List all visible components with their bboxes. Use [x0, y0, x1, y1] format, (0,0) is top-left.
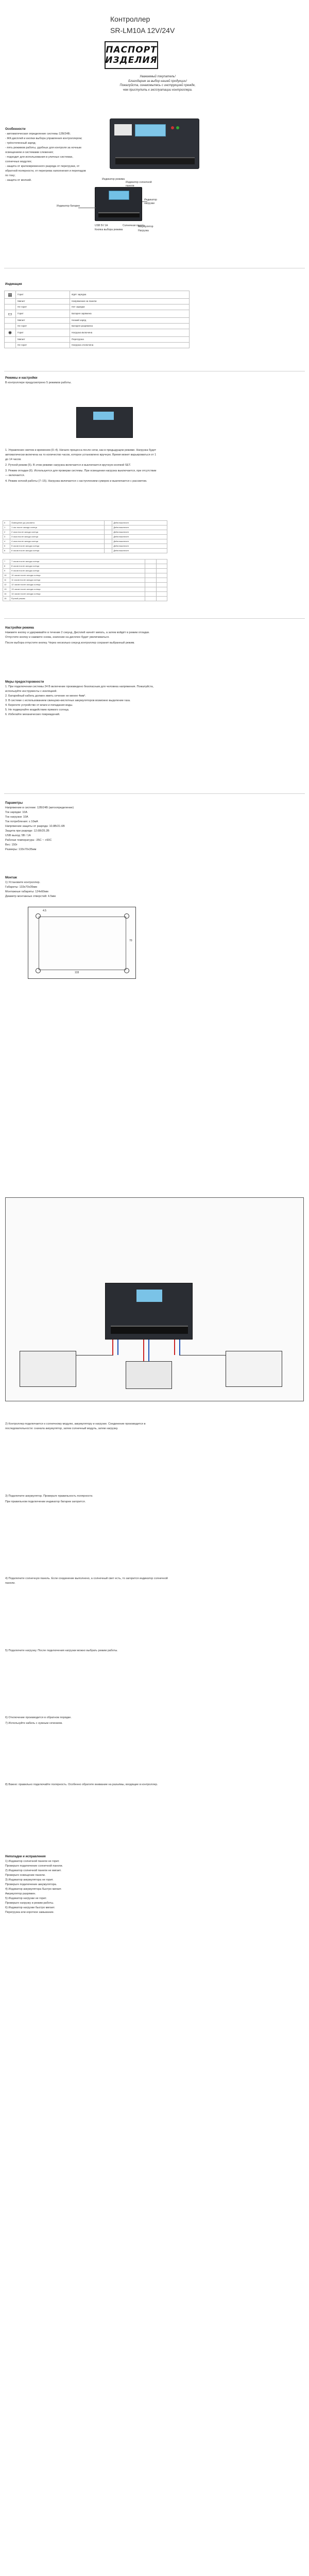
mode-cell: 14 часов после захода солнца: [10, 592, 145, 597]
mode-cell: Освещение до рассвета: [10, 521, 105, 526]
setup-title: Настройки режима: [5, 626, 34, 630]
mode-cell: 2 часа после захода солнца: [10, 530, 105, 535]
mode-row: [3, 578, 167, 583]
thanks-line: Пожалуйста, ознакомьтесь с инструкцией прежде,: [119, 84, 196, 87]
mode-cell: 7 часов после захода солнца: [10, 560, 145, 564]
product-title: Контроллер: [110, 15, 150, 23]
connection-section-5: [5, 1716, 170, 1727]
mode-cell: 12: [3, 583, 10, 587]
label-load: Индикатор нагрузки: [144, 198, 157, 205]
callout-line: [142, 201, 147, 202]
mode-cell: [145, 578, 156, 583]
indication-desc: Напряжение на панели: [70, 299, 190, 304]
feature-item: солнечных модулях;: [5, 160, 32, 163]
mounting-item: Диаметр монтажных отверстий: 4.5мм: [5, 895, 56, 898]
mode-cell: [145, 583, 156, 587]
mount-hole: [36, 968, 41, 973]
connection-paragraph: 3) Подключите аккумулятор. Проверьте правильность полярности.: [5, 1495, 93, 1498]
mode-paragraph: 3. Режим отладки (6). Используется для проверки системы. При освещении нагрузка выключается, при отсутствии — включается.: [5, 469, 157, 477]
setup-paragraph: Нажмите кнопку и удерживайте в течение 2 секунд. Дисплей начнёт мигать, а затем войдёт в режим отладки. Отпустите кнопку и нажмите снова, значение на дисплее будет увеличиваться.: [5, 631, 150, 639]
precaution-item: 3. В системе с использованием свинцово-кислотных аккумуляторов возможно выделение газа.: [5, 699, 131, 702]
icon-cell: [5, 299, 16, 304]
mounting-item: 1) Установите контроллер.: [5, 881, 41, 884]
mode-cell: [156, 597, 167, 601]
mount-hole: [124, 913, 129, 919]
indication-state: Не горит: [16, 343, 70, 348]
schematic-display: [136, 1290, 162, 1302]
param-item: USB выход: 5В / 1A: [5, 834, 31, 837]
wire: [112, 1340, 113, 1355]
mode-cell: 14: [3, 592, 10, 597]
indication-desc: Низкий заряд: [70, 318, 190, 324]
mode-table-2: [3, 559, 167, 601]
mounting-title: Монтаж: [5, 876, 17, 879]
thanks-message: [107, 75, 208, 92]
label-set: Кнопка выбора режима: [95, 228, 123, 231]
mode-cell: Днём выключен: [112, 530, 167, 535]
precaution-item: 4. Берегите устройство от влаги и попадания воды.: [5, 704, 73, 707]
schematic-solar-panel: [20, 1351, 76, 1387]
connection-section-3: [5, 1577, 170, 1587]
indication-row: [5, 343, 190, 348]
indication-table: [4, 291, 190, 348]
indication-desc: Идёт зарядка: [70, 291, 190, 299]
passport-logo: [105, 41, 158, 69]
feature-item: освещением и системами слежения;: [5, 151, 54, 154]
params-list: [5, 806, 160, 852]
feature-item: - автоматическая определение системы 12В/24В;: [5, 132, 71, 135]
mounting-item: Габариты: 133x70x35мм: [5, 886, 37, 889]
wire: [148, 1340, 149, 1361]
mode-cell: [104, 530, 112, 535]
connection-paragraph: 7) Используйте кабель с нужным сечением.: [5, 1722, 63, 1725]
mode-paragraph: 2. Ручной режим (5). В этом режиме нагрузка включается и выключается вручную кнопкой SET.: [5, 464, 131, 467]
label-pv: Солнечная панель: [123, 224, 145, 227]
mode-cell: 10: [3, 573, 10, 578]
mode-row: [3, 583, 167, 587]
mode-cell: [156, 573, 167, 578]
diagram-device: [95, 187, 142, 221]
logo-line-2: ИЗДЕЛИЯ: [105, 55, 158, 65]
thanks-line: чем приступить к эксплуатации контроллера.: [123, 88, 193, 92]
mode-cell: 12 часов после захода солнца: [10, 583, 145, 587]
wire: [174, 1340, 175, 1355]
mode-row: [3, 597, 167, 601]
connection-paragraph: 8) Важно: правильно подключайте полярность. Особенно обратите внимание на разъёмы, входящие в контроллер.: [5, 1783, 158, 1786]
indication-row: [5, 304, 190, 310]
mount-hole: [124, 968, 129, 973]
mode-cell: Ручной режим: [10, 597, 145, 601]
label-indicator: Индикатор режима: [102, 178, 125, 181]
wire: [117, 1340, 118, 1355]
param-item: Ток нагрузки: 10A: [5, 816, 28, 819]
mode-cell: 1 час после захода солнца: [10, 526, 105, 530]
mode-cell: Днём выключен: [112, 544, 167, 549]
mode-cell: [145, 569, 156, 573]
mode-cell: 11 часов после захода солнца: [10, 578, 145, 583]
mounting-item: Монтажные габариты: 124x60мм: [5, 890, 48, 893]
indication-desc: Нагрузка отключена: [70, 343, 190, 348]
feature-item: - защита от кратковременного разряда от перегрузки, от: [5, 165, 80, 168]
logo-line-1: ПАСПОРТ: [106, 45, 157, 55]
indication-row: [5, 337, 190, 343]
mode-cell: [145, 592, 156, 597]
front-diagram: [57, 178, 161, 243]
indication-row: [5, 318, 190, 324]
mode-cell: [145, 560, 156, 564]
indication-desc: Батарея заряжена: [70, 310, 190, 318]
mode-cell: 0: [3, 521, 10, 526]
thanks-line: Благодарим за выбор нашей продукции!: [128, 79, 187, 83]
mode-cell: 6: [3, 549, 10, 553]
mode-cell: Днём выключен: [112, 539, 167, 544]
dim-width: 133: [75, 971, 79, 974]
panel-icon: ▦: [5, 291, 16, 299]
mounting-outline: [39, 917, 126, 970]
mount-hole: [36, 913, 41, 919]
wire: [143, 1340, 144, 1361]
indication-row: [5, 310, 190, 318]
param-item: Напряжение в системе: 12В/24В (автоопределение): [5, 806, 74, 809]
faults-section: [5, 1855, 170, 1915]
mode-cell: [145, 564, 156, 569]
schematic-controller: [105, 1283, 193, 1340]
controller-display: [135, 124, 166, 137]
label-usb: USB 5V 1A: [95, 224, 108, 227]
mode-cell: [156, 560, 167, 564]
param-item: Вес: 150г: [5, 843, 18, 846]
mode-row: [3, 592, 167, 597]
connection-section: [5, 1422, 170, 1432]
mode-row: [3, 526, 167, 530]
mode-row: [3, 535, 167, 539]
setup-section: [5, 626, 160, 647]
precaution-item: 6. Избегайте механических повреждений.: [5, 713, 60, 716]
modes-intro: В контроллере предусмотрено 5 режимов работы.: [5, 381, 72, 384]
indication-state: Не горит: [16, 324, 70, 329]
precaution-item: 5. Не подвергайте воздействию прямого солнца.: [5, 708, 70, 711]
setup-paragraph: После выбора отпустите кнопку. Через несколько секунд контроллер сохранит выбранный режим.: [5, 641, 135, 645]
fault-item: 6) Индикатор нагрузки быстро мигает.: [5, 1906, 55, 1909]
battery-icon: ▭: [5, 310, 16, 318]
mode-row: [3, 539, 167, 544]
feature-item: - защита от молний.: [5, 179, 32, 182]
connection-paragraph: 2) Контроллер подключается к солнечному модулю, аккумулятору и нагрузке. Соединение производится в последовательности: сначала аккумулятор, затем солнечный модуль, затем нагрузку.: [5, 1422, 146, 1430]
param-item: Ток зарядки: 10A: [5, 811, 28, 814]
indication-state: Горит: [16, 291, 70, 299]
icon-cell: [5, 343, 16, 348]
mode-cell: 1: [3, 526, 10, 530]
modes-device-image: [76, 407, 133, 438]
mode-cell: 6 часов после захода солнца: [10, 549, 105, 553]
params-title: Параметры: [5, 802, 23, 805]
label-bat: Аккумулятор: [138, 225, 153, 228]
connection-paragraph: 6) Отключение производится в обратном порядке.: [5, 1716, 72, 1719]
fault-item: 2) Индикатор солнечной панели не мигает.: [5, 1869, 62, 1872]
mode-cell: 4 часа после захода солнца: [10, 539, 105, 544]
mode-cell: 5 часов после захода солнца: [10, 544, 105, 549]
mode-cell: [156, 564, 167, 569]
precautions-section: [5, 680, 160, 717]
faults-list: [5, 1859, 170, 1915]
param-item: Размеры: 133x70x35мм: [5, 848, 37, 851]
feature-item: - трёхстепенный заряд;: [5, 142, 36, 145]
fault-item: 1) Индикатор солнечной панели не горит.: [5, 1860, 60, 1863]
mode-row: [3, 549, 167, 553]
wire: [179, 1340, 180, 1355]
mode-cell: 2: [3, 530, 10, 535]
precautions-title: Меры предосторожности: [5, 681, 44, 684]
mode-cell: 13 часов после захода солнца: [10, 587, 145, 592]
fault-item: Проверьте освещение панели.: [5, 1874, 46, 1877]
indication-state: Горит: [16, 329, 70, 337]
indication-state: Не горит: [16, 304, 70, 310]
precautions-list: [5, 685, 160, 717]
mode-cell: Днём выключен: [112, 535, 167, 539]
feature-item: - ЖК-дисплей и кнопки выбора управления контроллером;: [5, 137, 82, 140]
modes-paragraphs: [5, 448, 160, 485]
mode-row: [3, 564, 167, 569]
led-red: [171, 126, 174, 129]
faults-title: Неполадки и исправления: [5, 1855, 46, 1858]
led-green: [176, 126, 179, 129]
modes-section: [5, 376, 160, 386]
dim-height: 70: [129, 939, 132, 942]
features-section: [5, 127, 103, 183]
mounting-drawing: [28, 907, 136, 979]
mode-row: [3, 521, 167, 526]
divider: [4, 618, 305, 619]
mode-cell: 5: [3, 544, 10, 549]
mode-cell: Днём выключен: [112, 526, 167, 530]
indication-desc: Нет зарядки: [70, 304, 190, 310]
connection-section-6: [5, 1783, 170, 1788]
mode-cell: [156, 587, 167, 592]
connection-paragraph: 4) Подключите солнечную панель. Если соединение выполнено, а солнечный свет есть, то загорится индикатор солнечной панели.: [5, 1577, 168, 1585]
mode-table-1: [3, 520, 167, 553]
mode-cell: [104, 544, 112, 549]
mode-cell: [145, 573, 156, 578]
mode-row: [3, 560, 167, 564]
mode-cell: 3 часа после захода солнца: [10, 535, 105, 539]
icon-cell: [5, 304, 16, 310]
mode-cell: [104, 539, 112, 544]
mode-cell: 13: [3, 587, 10, 592]
fault-item: Аккумулятор разряжен.: [5, 1892, 36, 1895]
label-panel: Индикатор солнечной панели: [126, 181, 152, 188]
mode-cell: [104, 526, 112, 530]
mode-cell: [156, 592, 167, 597]
mode-cell: [104, 535, 112, 539]
mode-cell: [145, 587, 156, 592]
feature-item: - подходит для использования в уличных системах,: [5, 156, 73, 159]
mode-cell: 9: [3, 569, 10, 573]
mode-cell: [104, 521, 112, 526]
connection-paragraph: 5) Подключите нагрузку. После подключения нагрузки можно выбрать режим работы.: [5, 1649, 118, 1652]
indication-title: Индикация: [5, 283, 22, 286]
mode-row: [3, 530, 167, 535]
mode-row: [3, 587, 167, 592]
mode-paragraph: 1. Управление светом и временем (0–4). Начало процесса после ночи, как в предыдущем режиме. Нагрузка будет автоматически включена на то количество часов, которое установлено вручную. Время может варьироваться от 1 до 14 часов.: [5, 449, 157, 461]
diagram-display: [109, 191, 129, 200]
feature-item: по току;: [5, 174, 15, 177]
modes-device-display: [93, 412, 114, 420]
precaution-item: 1. При подключении системы 24 В включение произведено безопасным для человека напряжения. Пожалуйста, используйте инструменты с изоляцией.: [5, 685, 154, 693]
dim-hole: 4.5: [43, 909, 46, 912]
mode-cell: 9 часов после захода солнца: [10, 569, 145, 573]
mounting-list: [5, 880, 160, 899]
fault-item: 3) Индикатор аккумулятора не горит.: [5, 1878, 54, 1882]
features-list: [5, 132, 103, 183]
fault-item: 4) Индикатор аккумулятора быстро мигает.: [5, 1888, 62, 1891]
label-battery: Индикатор батареи: [57, 205, 80, 208]
mounting-section: [5, 876, 160, 899]
icon-cell: [5, 324, 16, 329]
connection-section-4: [5, 1649, 170, 1654]
mode-cell: [156, 578, 167, 583]
indication-desc: Батарея разряжена: [70, 324, 190, 329]
precaution-item: 2. Батарейный кабель должен иметь сечение не менее 4мм².: [5, 694, 86, 698]
indication-desc: Перегрузка: [70, 337, 190, 343]
label-ld: Нагрузка: [138, 229, 149, 232]
mode-cell: [145, 597, 156, 601]
mode-cell: [104, 549, 112, 553]
diagram-terminals: [98, 212, 140, 217]
fault-item: 5) Индикатор нагрузки не горит.: [5, 1897, 47, 1900]
divider: [4, 793, 305, 794]
mode-cell: 8 часов после захода солнца: [10, 564, 145, 569]
features-title: Особенности: [5, 128, 26, 131]
schematic-load: [226, 1351, 282, 1387]
mode-cell: 10 часов после захода солнца: [10, 573, 145, 578]
controller-terminals: [115, 157, 195, 164]
indication-state: Мигает: [16, 337, 70, 343]
schematic-battery: [126, 1361, 172, 1389]
connection-section-2: [5, 1494, 170, 1505]
product-model: SR-LM10A 12V/24V: [110, 26, 175, 35]
schematic-terminals: [111, 1326, 188, 1334]
param-item: Защита при разряде: 12.6В/25.2В: [5, 829, 49, 833]
mode-cell: 4: [3, 539, 10, 544]
mode-cell: Днём выключен: [112, 521, 167, 526]
icon-cell: [5, 318, 16, 324]
mode-cell: Днём выключен: [112, 549, 167, 553]
indication-row: [5, 291, 190, 299]
mode-row: [3, 573, 167, 578]
feature-item: обратной полярности, от перегрева наполнения и перепадов: [5, 170, 86, 173]
modes-title: Режимы и настройки: [5, 377, 38, 380]
mode-cell: 8: [3, 564, 10, 569]
fault-item: Проверьте подключение солнечной панели.: [5, 1865, 63, 1868]
indication-desc: Нагрузка включена: [70, 329, 190, 337]
param-item: Напряжение защиты от разряда: 10.8В/21.6В: [5, 825, 65, 828]
indication-state: Горит: [16, 310, 70, 318]
mode-cell: [156, 569, 167, 573]
indication-row: [5, 324, 190, 329]
mode-paragraph: 4. Режим ночной работы (7–15). Нагрузка включается с наступлением сумерек и выключается с рассветом.: [5, 480, 147, 483]
mode-cell: 3: [3, 535, 10, 539]
param-item: Ток потребления: ≤ 10мА: [5, 820, 38, 823]
mode-row: [3, 544, 167, 549]
wiring-schematic: [4, 1196, 306, 1402]
mode-cell: 7: [3, 560, 10, 564]
mode-cell: [156, 583, 167, 587]
indication-state: Мигает: [16, 299, 70, 304]
mode-row: [3, 569, 167, 573]
params-section: [5, 801, 160, 852]
mode-cell: 15: [3, 597, 10, 601]
controller-photo: [110, 118, 199, 169]
indication-state: Мигает: [16, 318, 70, 324]
indication-row: [5, 299, 190, 304]
fault-item: Проверьте нагрузку и режим работы.: [5, 1902, 54, 1905]
param-item: Рабочая температура: -35C ~ +60C: [5, 839, 52, 842]
mode-cell: 11: [3, 578, 10, 583]
fault-item: Перегрузка или короткое замыкание.: [5, 1911, 55, 1914]
controller-label: [114, 124, 132, 135]
feature-item: - пять режимов работы, удобных для контроля за ночным: [5, 146, 81, 149]
bulb-icon: ✺: [5, 329, 16, 337]
icon-cell: [5, 337, 16, 343]
indication-row: [5, 329, 190, 337]
connection-paragraph: При правильном подключении индикатор батареи загорится.: [5, 1500, 86, 1503]
fault-item: Проверьте подключение аккумулятора.: [5, 1883, 57, 1886]
thanks-line: Уважаемый покупатель!: [140, 75, 176, 78]
